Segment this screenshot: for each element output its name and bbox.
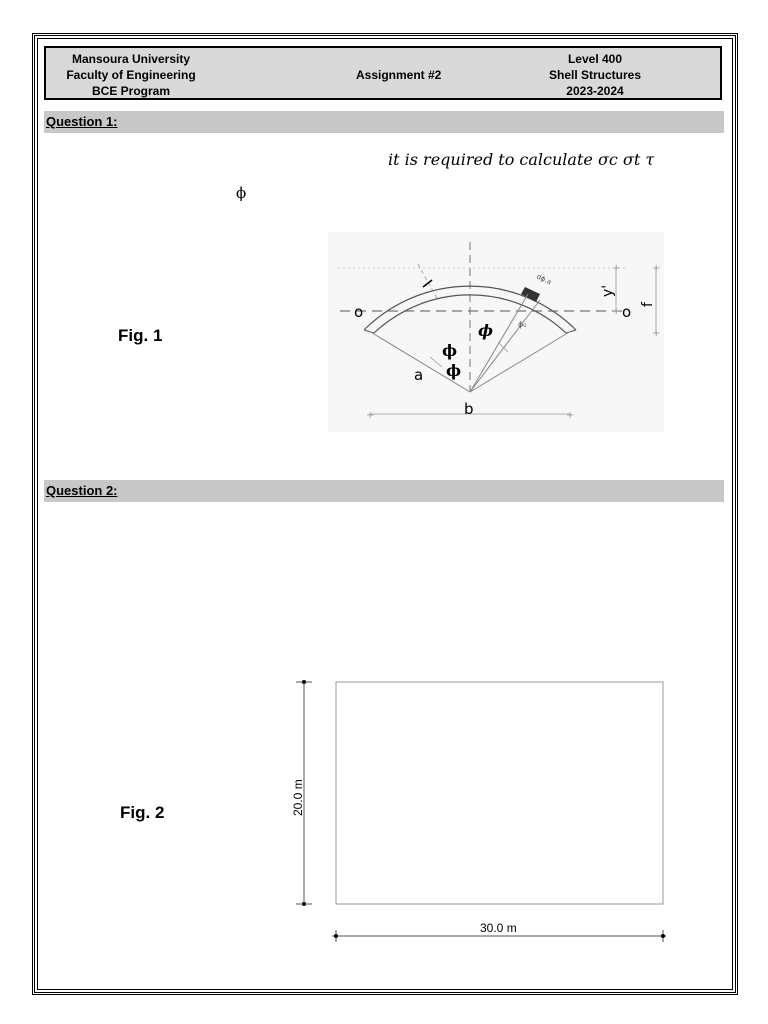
svg-text:+: + xyxy=(652,263,661,274)
question-1-requirement: it is required to calculate σc σt τ xyxy=(388,150,655,169)
fig1-label-dphi: dϕ.a xyxy=(535,272,553,287)
fig1-label-o-left: o xyxy=(354,303,364,321)
fig1-label-phi: ϕ xyxy=(478,321,494,340)
fig-2-label: Fig. 2 xyxy=(120,803,165,822)
svg-text:+: + xyxy=(612,263,621,274)
document-header xyxy=(44,46,722,100)
dim-height-label: 20.0 m xyxy=(291,779,305,816)
question-2-title: Question 2: xyxy=(46,483,118,498)
fig-1-diagram xyxy=(328,232,664,432)
fig1-label-f: f xyxy=(640,302,656,307)
fig1-label-o-right: o xyxy=(622,303,632,321)
fig1-label-phi-small: ϕ₀ xyxy=(518,320,527,329)
svg-text:+: + xyxy=(612,306,621,317)
header-institution: Mansoura University Faculty of Engineering BCE Program xyxy=(66,52,196,98)
fig1-label-b: b xyxy=(464,400,474,418)
fig1-label-phi-2: ϕ xyxy=(446,361,462,380)
question-1-bar xyxy=(44,111,724,133)
header-course-info: Level 400 Shell Structures 2023-2024 xyxy=(548,52,642,98)
fig1-label-y: y' xyxy=(600,284,616,297)
svg-text:+: + xyxy=(652,328,661,339)
question-2-bar xyxy=(44,480,724,502)
phi-symbol: ϕ xyxy=(236,184,247,202)
question-1-title: Question 1: xyxy=(46,114,118,129)
fig1-label-a: a xyxy=(414,366,424,384)
svg-text:+: + xyxy=(566,410,575,421)
svg-text:+: + xyxy=(366,410,375,421)
fig-1-label: Fig. 1 xyxy=(118,326,163,345)
header-assignment-title: Assignment #2 xyxy=(356,68,442,82)
dim-width-label: 30.0 m xyxy=(480,921,517,935)
fig1-label-phi-1: ϕ xyxy=(442,341,458,360)
fig-2-diagram xyxy=(288,668,688,952)
